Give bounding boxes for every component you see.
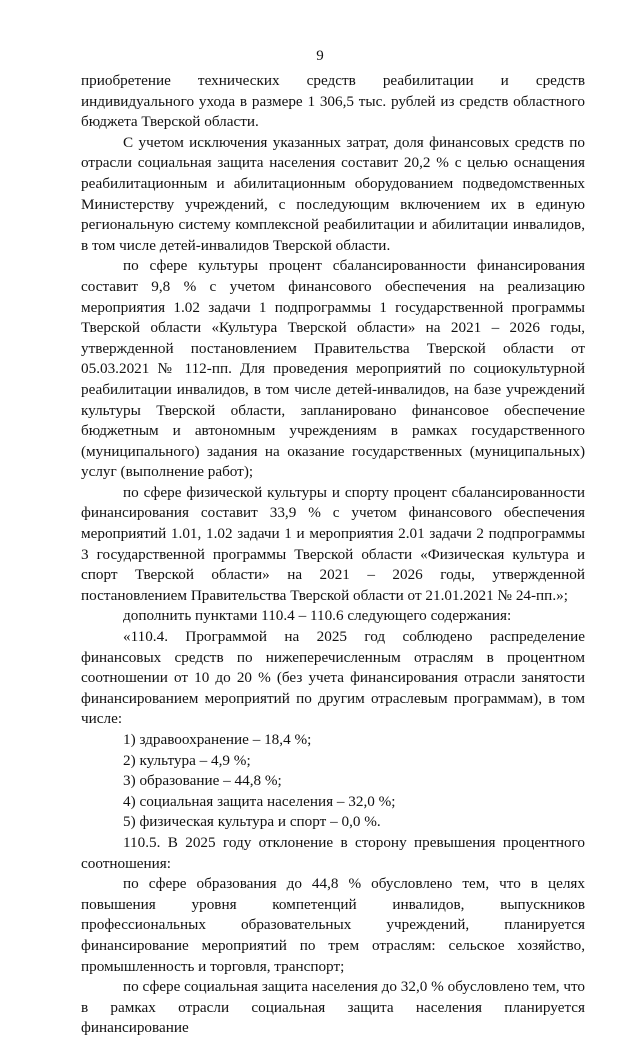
list-item: 2) культура – 4,9 %; [123, 751, 251, 769]
list-item: 1) здравоохранение – 18,4 %; [123, 731, 312, 748]
list-item: 4) социальная защита населения – 32,0 %; [123, 792, 396, 810]
paragraph: «110.4. Программой на 2025 год соблюдено распределение финансовых средств по нижеперечисленным отраслям в процентном соотношении от 10 до 20 % (без учета финансирования отрасли занятости финансированием мероприятий по другим отраслевым программам), в том числе: [81, 628, 585, 728]
paragraph: 110.5. В 2025 году отклонение в сторону превышения процентного соотношения: [81, 833, 585, 872]
list-item: 3) образование – 44,8 %; [123, 772, 282, 790]
paragraph: по сфере социальная защита населения до 32,0 % обусловлено тем, что в рамках отрасли социальная защита населения планируется финансирование [81, 978, 585, 1037]
paragraph: приобретение технических средств реабилитации и средств индивидуального ухода в размере 1 306,5 тыс. рублей из средств областного бюджета Тверской области. [81, 72, 585, 131]
document-body [81, 71, 585, 1039]
page-number: 9 [316, 48, 324, 64]
paragraph: по сфере физической культуры и спорту процент сбалансированности финансирования составит 33,9 % с учетом финансового обеспечения мероприятий 1.01, 1.02 задачи 1 и мероприятия 2.01 задачи 2 подпрограммы 3 государственной программы Тверской области «Физическая культура и спорт Тверской области» на 2021 – 2026 годы, утвержденной постановлением Правительства Тверской области от 21.01.2021 № 24-пп.»; [81, 483, 585, 604]
paragraph: по сфере культуры процент сбалансированности финансирования составит 9,8 % с учетом финансового обеспечения на реализацию мероприятия 1.02 задачи 1 подпрограммы 1 государственной программы Тверской области «Культура Тверской области» на 2021 – 2026 годы, утвержденной постановлением Правительства Тверской области от 05.03.2021 № 112-пп. Для проведения мероприятий по социокультурной реабилитации инвалидов, в том числе детей-инвалидов, на базе учреждений культуры Тверской области, запланировано финансовое обеспечение бюджетным и автономным учреждениям в рамках государственного (муниципального) задания на оказание государственных (муниципальных) услуг (выполнение работ); [81, 257, 585, 481]
paragraph: дополнить пунктами 110.4 – 110.6 следующего содержания: [123, 607, 512, 625]
distribution-list [81, 730, 585, 833]
paragraph: С учетом исключения указанных затрат, доля финансовых средств по отрасли социальная защита населения составит 20,2 % с целью оснащения реабилитационным и абилитационным оборудованием подведомственных Министерству учреждений, с последующим включением их в единую региональную систему комплексной реабилитации и абилитации инвалидов, в том числе детей-инвалидов Тверской области. [81, 133, 585, 254]
paragraph: по сфере образования до 44,8 % обусловлено тем, что в целях повышения уровня компетенций инвалидов, выпускников профессиональных образовательных учреждений, планируется финансирование мероприятий по трем отраслям: сельское хозяйство, промышленность и торговля, транспорт; [81, 875, 585, 975]
list-item: 5) физическая культура и спорт – 0,0 %. [123, 813, 381, 831]
